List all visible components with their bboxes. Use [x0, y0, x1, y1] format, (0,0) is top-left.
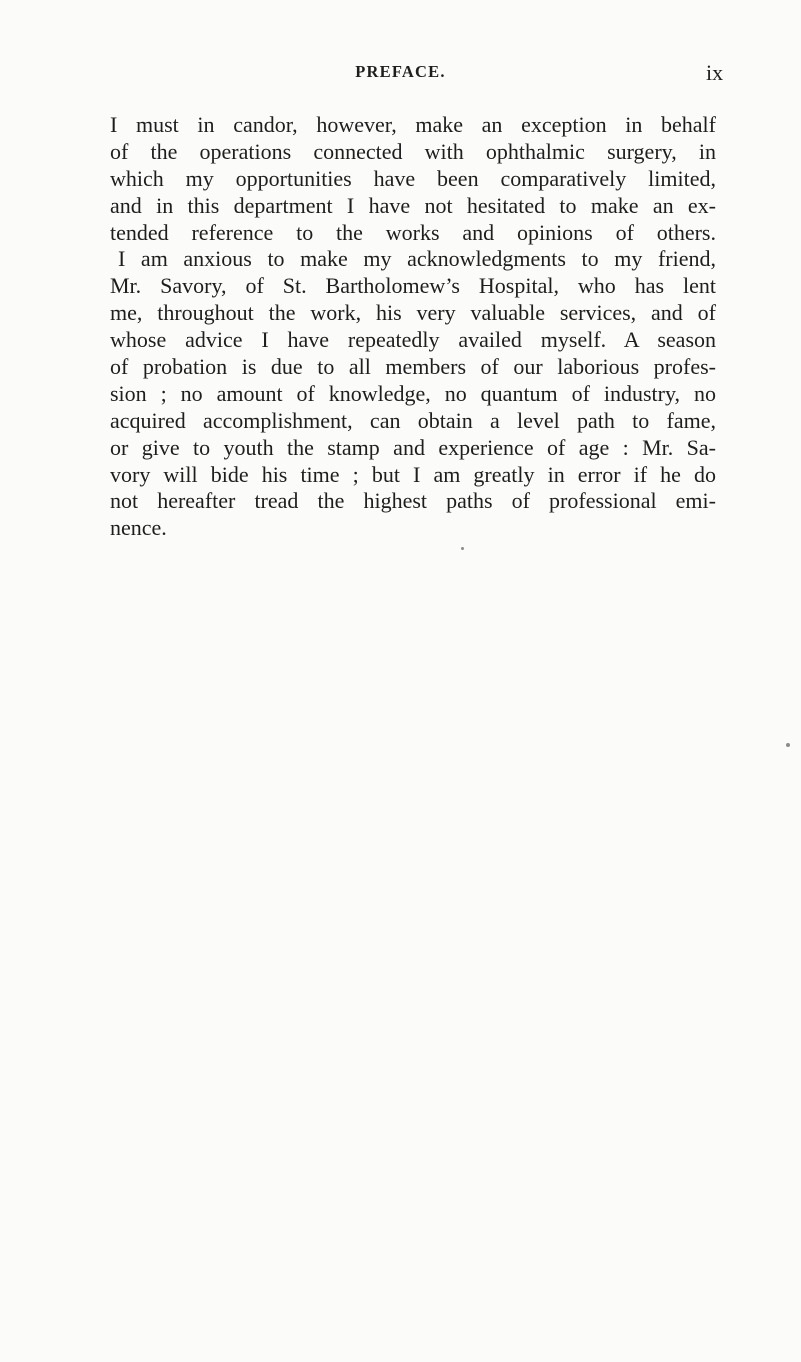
text-line: acquired accomplishment, can obtain a level path to fame,	[110, 407, 716, 433]
text-line: of the operations connected with ophthalmic surgery, in	[110, 138, 716, 164]
text-line: which my opportunities have been comparatively limited,	[110, 165, 716, 191]
text-line: I am anxious to make my acknowledgments to my friend,	[118, 246, 716, 272]
text-line: and in this department I have not hesitated to make an ex-	[110, 192, 716, 218]
running-title: PREFACE.	[355, 62, 446, 81]
text-line: tended reference to the works and opinions of others.	[110, 219, 716, 245]
text-line: of probation is due to all members of our laborious profes-	[110, 354, 716, 380]
body-text	[110, 112, 716, 542]
running-head	[0, 62, 801, 86]
text-line: sion ; no amount of knowledge, no quantum of industry, no	[110, 380, 716, 406]
paper-speck	[461, 547, 464, 550]
text-line: not hereafter tread the highest paths of professional emi-	[110, 488, 716, 514]
paper-speck	[786, 743, 790, 747]
text-line: whose advice I have repeatedly availed myself. A season	[110, 327, 716, 353]
text-line: I must in candor, however, make an exception in behalf	[110, 112, 716, 137]
text-line: me, throughout the work, his very valuable services, and of	[110, 300, 716, 326]
page-number: ix	[706, 60, 724, 85]
text-line: nence.	[110, 515, 167, 541]
text-line: vory will bide his time ; but I am greatly in error if he do	[110, 461, 716, 487]
text-line: or give to youth the stamp and experience of age : Mr. Sa-	[110, 434, 716, 460]
text-line: Mr. Savory, of St. Bartholomew’s Hospital, who has lent	[110, 273, 716, 299]
